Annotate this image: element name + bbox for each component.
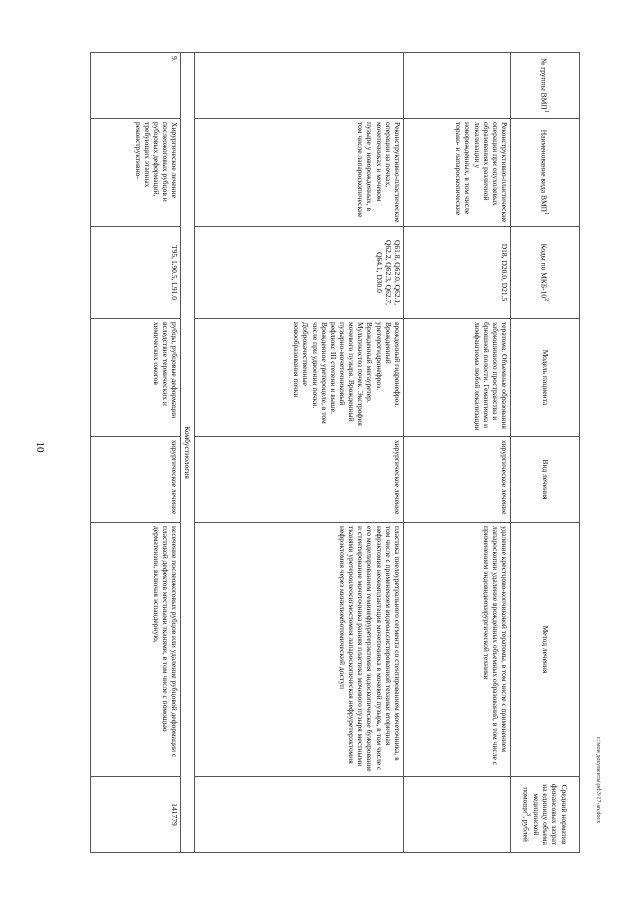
- footer-file-path: c:\мои документы\pd\3\17-an.docx: [595, 736, 601, 824]
- cell-codes: Q61.8, Q62.0, Q62.1, Q62.2, Q62.3, Q62.7, Q64.1, D30.0: [195, 227, 404, 319]
- header-group-no: № группы ВМП$^1$: [511, 53, 580, 119]
- cell-name: Реконструктивно-пластические операции при опухолевых образованиях различной локализации у новорожденных, в том числе торако- и лапароскопические: [403, 119, 510, 227]
- cell-patient-model: тератома. Объемные образования забрюшинного пространства и брюшной полости. Гемангиома и лимфангиома любой локализации: [403, 319, 510, 437]
- section-title: Комбустиология: [181, 53, 195, 853]
- header-avg-cost: Средний норматив финансовых затрат на единицу объема медицинской помощи$^3$, рублей: [511, 777, 580, 853]
- cell-group-no: [403, 53, 510, 119]
- cell-patient-model: рубцы, рубцовые деформации вследствие термических и химических ожогов: [91, 319, 181, 437]
- cell-patient-model: врожденный гидронефроз. Врожденный уретерогидронефроз. Врожденный мегауретер. Мультикистоз почек. Экстрофия мочевого пузыря. Врожденный пузырно-мочеточниковый рефлюкс III степени и выше. Врожденное уретероцеле, в том числе при удвоении почки. Доброкачественные новообразования почки: [195, 319, 404, 437]
- cell-name: Реконструктивно-пластические операции на почках, мочеточниках и мочевом пузыре у новорожденных, в том числе лапароскопические: [195, 119, 404, 227]
- cell-treatment-type: хирургическое лечение: [91, 437, 181, 523]
- header-treatment-type: Вид лечения: [511, 437, 580, 523]
- cell-group-no: [195, 53, 404, 119]
- cell-avg-cost: 141779: [91, 777, 181, 853]
- cell-treatment-type: хирургическое лечение: [403, 437, 510, 523]
- header-name: Наименование вида ВМП$^1$: [511, 119, 580, 227]
- cell-group-no: 9.: [91, 53, 181, 119]
- cell-avg-cost: [403, 777, 510, 853]
- rotated-table-container: [90, 52, 580, 852]
- header-codes: Коды по МКБ-$10^2$: [511, 227, 580, 319]
- table-row: [403, 53, 510, 853]
- cell-name: Хирургическое лечение послеожоговых рубцов и рубцовых деформаций, требующих этапных реконструктивно-: [91, 119, 181, 227]
- table-header-row: [511, 53, 580, 853]
- vmp-table: [90, 52, 580, 853]
- section-row: [181, 53, 195, 853]
- cell-codes: D18, D20.0, D21.5: [403, 227, 510, 319]
- cell-avg-cost: [195, 777, 404, 853]
- header-patient-model: Модель пациента: [511, 319, 580, 437]
- cell-codes: T95, L90.5, L91.0: [91, 227, 181, 319]
- cell-treatment-method: удаление крестцово-копчиковой тератомы, в том числе с применением лапароскопии удаление врожденных объемных образований, в том числе с применением эндовидеохирургической техники: [403, 523, 510, 777]
- header-treatment-method: Метод лечения: [511, 523, 580, 777]
- cell-treatment-type: хирургическое лечение: [195, 437, 404, 523]
- table-row: [91, 53, 181, 853]
- table-row: [195, 53, 404, 853]
- cell-treatment-method: пластика пиелоуретрального сегмента со стентированием мочеточника, в том числе с применением видеоассистированной техники вторичная нефрэктомия неоимплантация мочеточника в мочевой пузырь, в том числе с его моделированием геминефруретерэктомия эндоскопическое бужирование и стентирование мочеточника ранняя пластика мочевого пузыря местными тканями уретероилеосигмостомия лапароскопическая нефруретерэктомия нефрэктомия через минилюмботомический доступ: [195, 523, 404, 777]
- cell-treatment-method: иссечение послеожоговых рубцов или удаление рубцовой деформации с пластикой дефектов местными тканями, в том числе с помощью дерматензии, включая эспандерную,: [91, 523, 181, 777]
- page-number: 10: [34, 441, 46, 453]
